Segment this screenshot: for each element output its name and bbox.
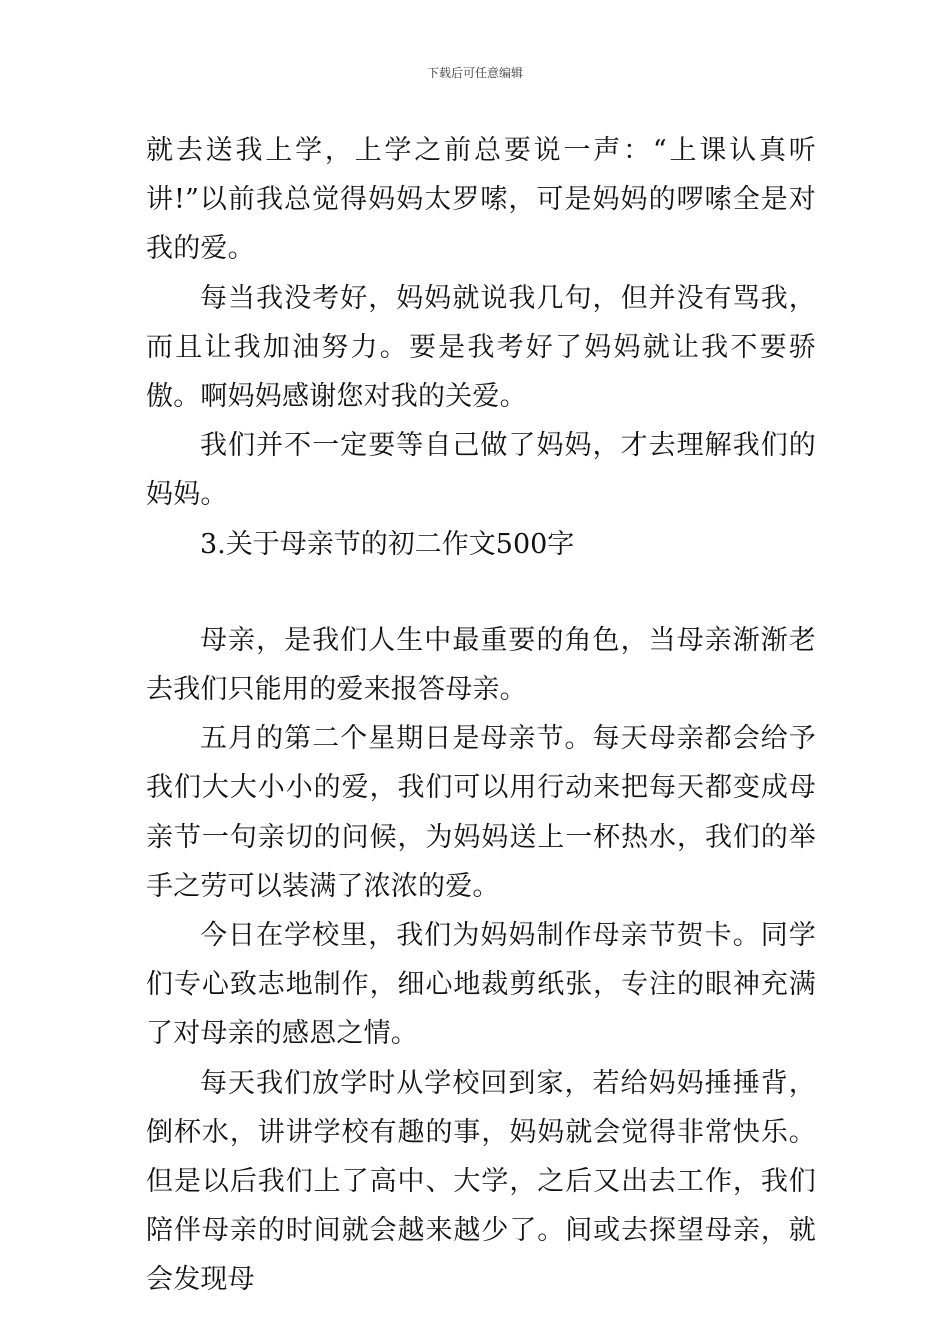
- paragraph-4: 母亲，是我们人生中最重要的角色，当母亲渐渐老去我们只能用的爱来报答母亲。: [146, 624, 816, 706]
- section-heading: 3.关于母亲节的初二作文500字: [200, 528, 575, 560]
- paragraph-1: 就去送我上学，上学之前总要说一声：“上课认真听讲!”以前我总觉得妈妈太罗嗦，可是妈妈的啰嗦全是对我的爱。: [146, 135, 816, 265]
- document-body: [146, 126, 816, 1305]
- paragraph-6: 今日在学校里，我们为妈妈制作母亲节贺卡。同学们专心致志地制作，细心地裁剪纸张，专注的眼神充满了对母亲的感恩之情。: [146, 920, 816, 1050]
- paragraph-7: 每天我们放学时从学校回到家，若给妈妈捶捶背，倒杯水，讲讲学校有趣的事，妈妈就会觉得非常快乐。但是以后我们上了高中、大学，之后又出去工作，我们陪伴母亲的时间就会越来越少了。间或去探望母亲，就会发现母: [146, 1067, 816, 1296]
- paragraph-5: 五月的第二个星期日是母亲节。每天母亲都会给予我们大大小小的爱，我们可以用行动来把每天都变成母亲节一句亲切的问候，为妈妈送上一杯热水，我们的举手之劳可以装满了浓浓的爱。: [146, 723, 816, 902]
- section-gap: [146, 569, 816, 616]
- paragraph-3: 我们并不一定要等自己做了妈妈，才去理解我们的妈妈。: [146, 430, 816, 511]
- page-header-note: 下载后可任意编辑: [426, 66, 523, 80]
- paragraph-2: 每当我没考好，妈妈就说我几句，但并没有骂我，而且让我加油努力。要是我考好了妈妈就让我不要骄傲。啊妈妈感谢您对我的关爱。: [146, 282, 816, 413]
